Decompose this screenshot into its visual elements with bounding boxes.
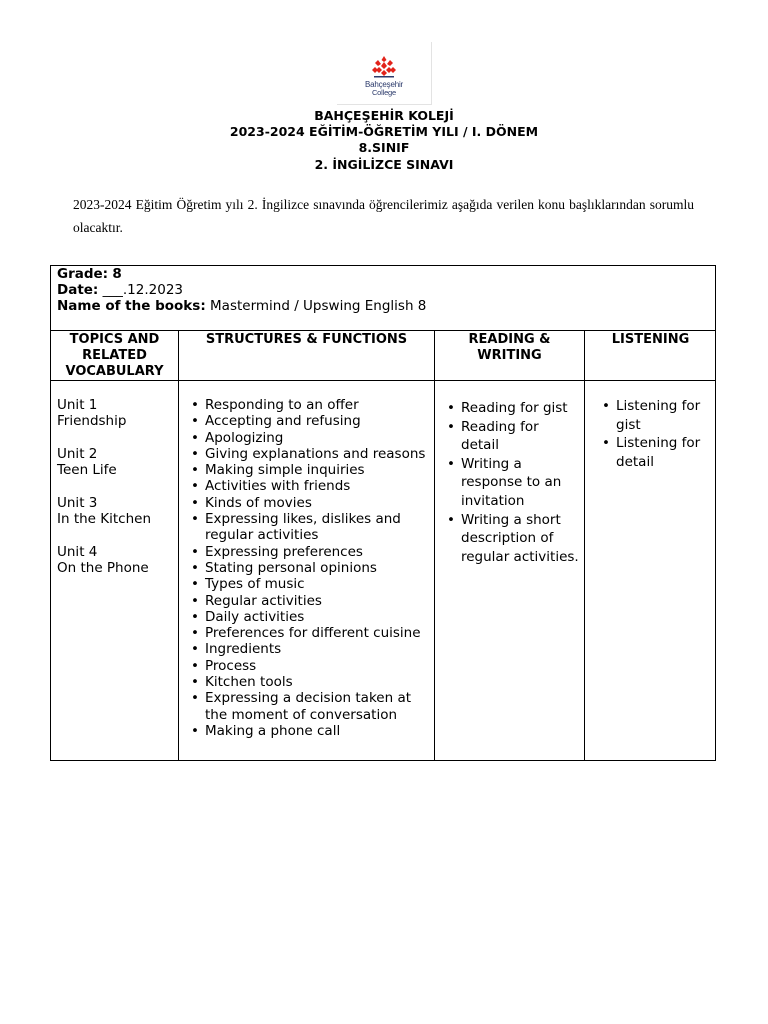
list-item: • Making a phone call <box>189 723 429 739</box>
structures-list <box>189 397 429 739</box>
list-item: • Expressing preferences <box>189 544 429 560</box>
date-row <box>57 282 183 298</box>
table-divider-info <box>50 330 716 331</box>
list-item: • Types of music <box>189 576 429 592</box>
list-item: • Responding to an offer <box>189 397 429 413</box>
column-header-topics <box>51 332 178 380</box>
unit-number: Unit 1 <box>57 397 98 413</box>
column-header-topics-line2: RELATED <box>82 348 147 363</box>
list-item: • Writing a short description of regular activities. <box>445 511 579 567</box>
logo-name-line2: College <box>371 88 397 97</box>
logo-name-line1: Bahçeşehir <box>364 80 404 89</box>
list-item: • Reading for detail <box>445 418 579 455</box>
column-header-topics-line3: VOCABULARY <box>65 364 164 379</box>
unit-title: Teen Life <box>57 462 117 479</box>
grade-value: 8 <box>112 266 122 282</box>
list-item: • Stating personal opinions <box>189 560 429 576</box>
unit-item <box>57 544 175 577</box>
unit-title: On the Phone <box>57 559 149 576</box>
listening-list <box>600 397 710 471</box>
unit-item <box>57 495 175 528</box>
grade-row <box>57 266 122 282</box>
exam-title: 2. İNGİLİZCE SINAVI <box>314 157 454 172</box>
list-item: • Expressing likes, dislikes and regular activities <box>189 511 429 544</box>
school-name: BAHÇEŞEHİR KOLEJİ <box>314 108 454 123</box>
books-value: Mastermind / Upswing English 8 <box>210 298 427 314</box>
class-level: 8.SINIF <box>358 140 410 155</box>
date-label: Date: <box>57 282 99 298</box>
flame-logo-icon <box>372 56 396 78</box>
unit-title: In the Kitchen <box>57 511 152 528</box>
table-col-divider-3 <box>584 330 585 761</box>
list-item: • Kinds of movies <box>189 495 429 511</box>
unit-item <box>57 446 175 479</box>
column-header-topics-line1: TOPICS AND <box>69 332 160 347</box>
unit-number: Unit 2 <box>57 445 98 462</box>
intro-paragraph: 2023-2024 Eğitim Öğretim yılı 2. İngilizce sınavında öğrencilerimiz aşağıda verilen konu başlıklarından sorumlu olacaktır. <box>73 197 694 235</box>
academic-year: 2023-2024 EĞİTİM-ÖĞRETİM YILI / I. DÖNEM <box>229 124 539 139</box>
books-label: Name of the books: <box>57 298 206 314</box>
units-column <box>57 397 175 593</box>
unit-item <box>57 397 175 430</box>
list-item: • Apologizing <box>189 430 429 446</box>
list-item: • Daily activities <box>189 609 429 625</box>
grade-label: Grade: <box>57 266 109 282</box>
date-value: ___.12.2023 <box>102 282 183 298</box>
list-item: • Process <box>189 658 429 674</box>
table-divider-header <box>50 380 716 381</box>
list-item: • Giving explanations and reasons <box>189 446 429 462</box>
column-header-listening: LISTENING <box>611 332 690 347</box>
column-header-structures: STRUCTURES & FUNCTIONS <box>205 332 408 347</box>
list-item: • Accepting and refusing <box>189 413 429 429</box>
list-item: • Making simple inquiries <box>189 462 429 478</box>
list-item: • Listening for gist <box>600 397 710 434</box>
unit-number: Unit 3 <box>57 494 98 511</box>
table-col-divider-1 <box>178 330 179 761</box>
column-header-reading-writing <box>435 332 584 364</box>
list-item: • Listening for detail <box>600 434 710 471</box>
list-item: • Regular activities <box>189 593 429 609</box>
list-item: • Writing a response to an invitation <box>445 455 579 511</box>
books-row <box>57 298 426 314</box>
list-item: • Preferences for different cuisine <box>189 625 429 641</box>
list-item: • Reading for gist <box>445 399 579 418</box>
column-header-reading-line2: WRITING <box>477 348 542 363</box>
college-logo <box>337 42 432 105</box>
unit-title: Friendship <box>57 413 127 430</box>
unit-number: Unit 4 <box>57 543 98 560</box>
list-item: • Activities with friends <box>189 478 429 494</box>
column-header-reading-line1: READING & <box>468 332 551 347</box>
table-col-divider-2 <box>434 330 435 761</box>
list-item: • Kitchen tools <box>189 674 429 690</box>
reading-writing-list <box>445 399 579 566</box>
list-item: • Ingredients <box>189 641 429 657</box>
list-item: • Expressing a decision taken at the moment of conversation <box>189 690 429 723</box>
